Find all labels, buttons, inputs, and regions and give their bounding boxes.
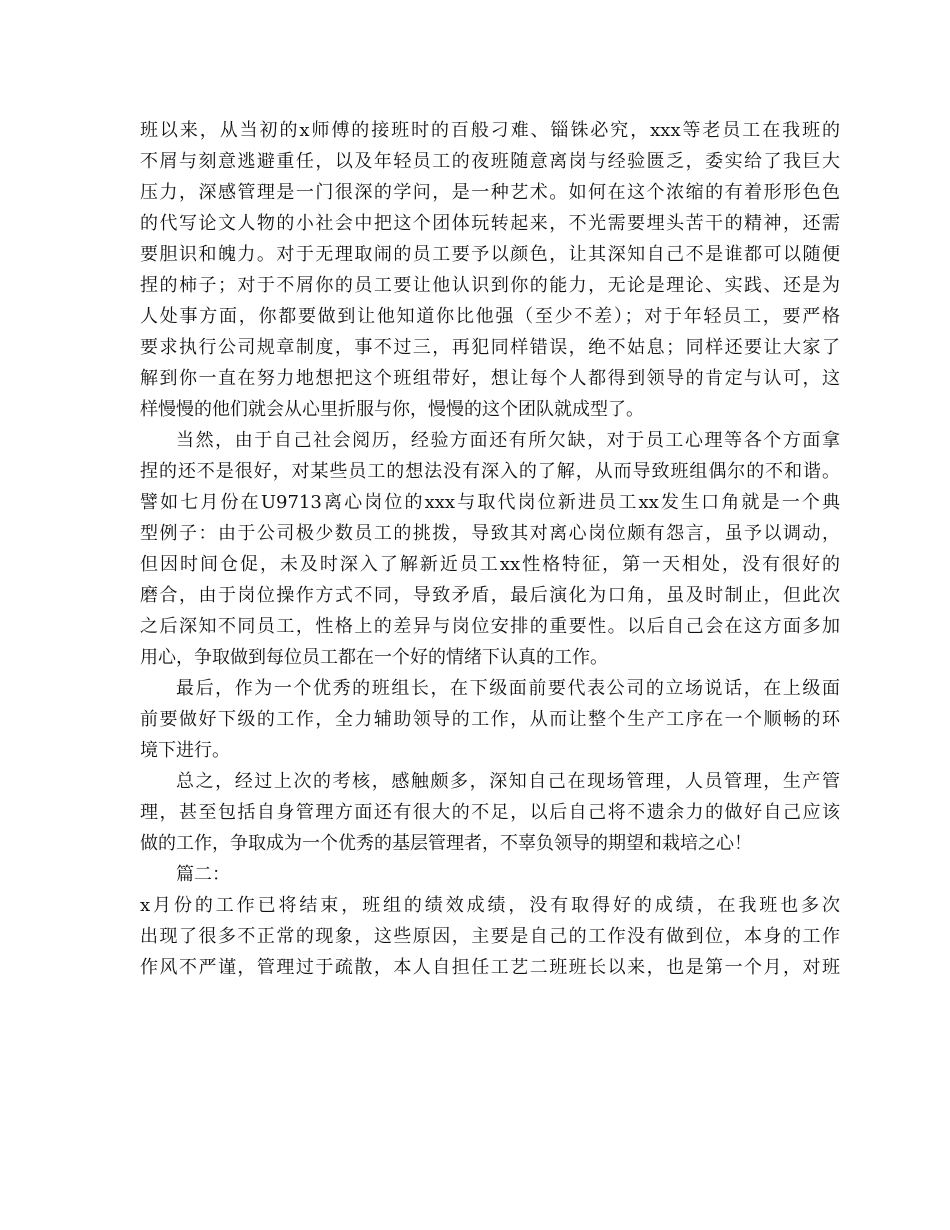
text-line: 出现了很多不正常的现象，这些原因，主要是自己的工作没有做到位，本身的工作 <box>140 926 840 947</box>
paragraph-first-line: x月份的工作已将结束，班组的绩效成绩，没有取得好的成绩，在我班也多次 <box>140 895 840 916</box>
text-line: 人处事方面，你都要做到让他知道你比他强（至少不差）；对于年轻员工，要严格 <box>140 306 840 327</box>
text-line: 譬如七月份在U9713离心岗位的xxx与取代岗位新进员工xx发生口角就是一个典 <box>140 492 840 513</box>
text-line: 捏的还不是很好，对某些员工的想法没有深入的了解，从而导致班组偶尔的不和谐。 <box>140 461 840 482</box>
text-line: 班以来，从当初的x师傅的接班时的百般刁难、锱铢必究，xxx等老员工在我班的 <box>140 120 840 141</box>
text-line: 解到你一直在努力地想把这个班组带好，想让每个人都得到领导的肯定与认可，这 <box>140 368 840 389</box>
text-line: 的代写论文人物的小社会中把这个团体玩转起来，不光需要埋头苦干的精神，还需 <box>140 213 840 234</box>
text-line: 做的工作，争取成为一个优秀的基层管理者，不辜负领导的期望和栽培之心！ <box>140 833 752 854</box>
paragraph-first-line: 最后，作为一个优秀的班组长，在下级面前要代表公司的立场说话，在上级面 <box>176 678 840 699</box>
text-line: 压力，深感管理是一门很深的学问，是一种艺术。如何在这个浓缩的有着形形色色 <box>140 182 840 203</box>
text-line: 之后深知不同员工，性格上的差异与岗位安排的重要性。以后自己会在这方面多加 <box>140 616 840 637</box>
document-body <box>140 115 840 983</box>
text-line: 要胆识和魄力。对于无理取闹的员工要予以颜色，让其深知自己不是谁都可以随便 <box>140 244 840 265</box>
text-line: 用心，争取做到每位员工都在一个好的情绪下认真的工作。 <box>140 647 608 668</box>
text-line: 作风不严谨，管理过于疏散，本人自担任工艺二班班长以来，也是第一个月，对班 <box>140 957 840 978</box>
section-heading: 篇二： <box>176 864 230 885</box>
text-line: 境下进行。 <box>140 740 230 761</box>
text-line: 前要做好下级的工作，全力辅助领导的工作，从而让整个生产工序在一个顺畅的环 <box>140 709 840 730</box>
paragraph-first-line: 当然，由于自己社会阅历，经验方面还有所欠缺，对于员工心理等各个方面拿 <box>176 430 840 451</box>
text-line: 型例子：由于公司极少数员工的挑拨，导致其对离心岗位颇有怨言，虽予以调动， <box>140 523 840 544</box>
text-line: 样慢慢的他们就会从心里折服与你，慢慢的这个团队就成型了。 <box>140 399 644 420</box>
text-line: 磨合，由于岗位操作方式不同，导致矛盾，最后演化为口角，虽及时制止，但此次 <box>140 585 840 606</box>
text-line: 捏的柿子；对于不屑你的员工要让他认识到你的能力，无论是理论、实践、还是为 <box>140 275 840 296</box>
text-line: 理，甚至包括自身管理方面还有很大的不足，以后自己将不遗余力的做好自己应该 <box>140 802 840 823</box>
text-line: 但因时间仓促，未及时深入了解新近员工xx性格特征，第一天相处，没有很好的 <box>140 554 840 575</box>
text-line: 要求执行公司规章制度，事不过三，再犯同样错误，绝不姑息；同样还要让大家了 <box>140 337 840 358</box>
paragraph-first-line: 总之，经过上次的考核，感触颇多，深知自己在现场管理，人员管理，生产管 <box>176 771 840 792</box>
text-line: 不屑与刻意逃避重任，以及年轻员工的夜班随意离岗与经验匮乏，委实给了我巨大 <box>140 151 840 172</box>
